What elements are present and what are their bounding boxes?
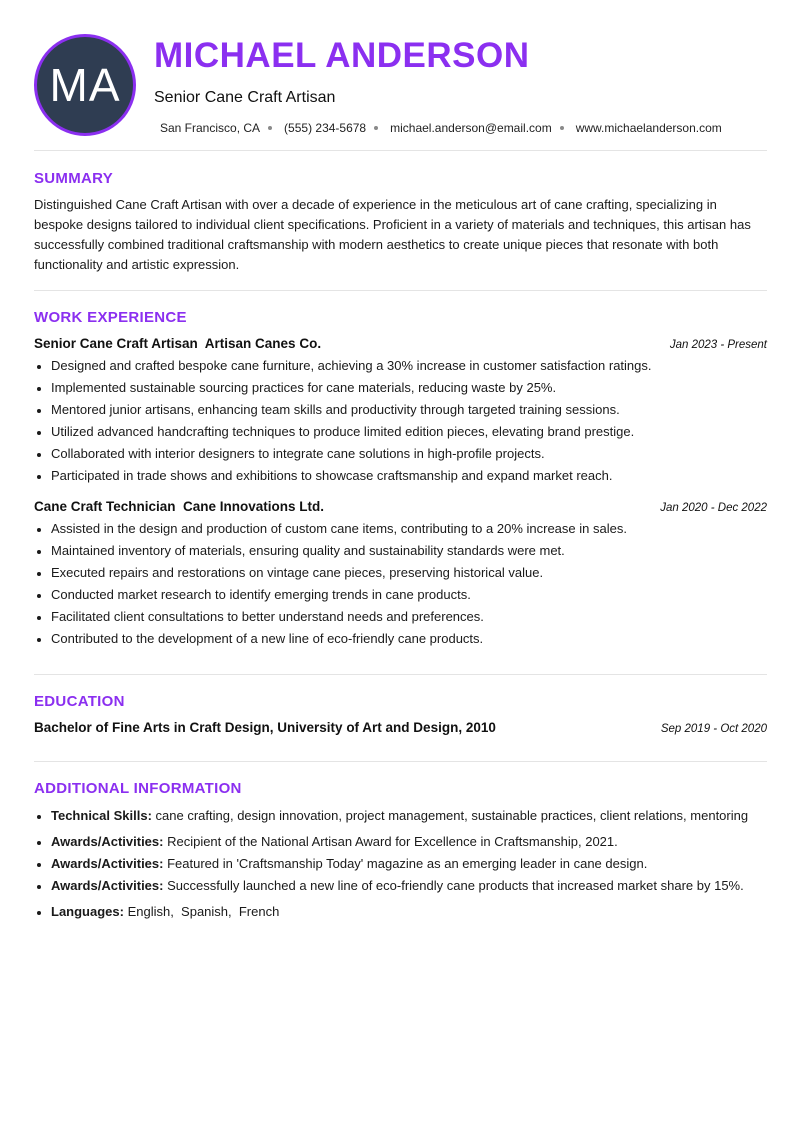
separator-dot-icon bbox=[560, 126, 564, 130]
section-title-education: EDUCATION bbox=[34, 693, 125, 710]
job-header bbox=[34, 499, 767, 514]
list-item: • Conducted market research to identify emerging trends in cane products. bbox=[51, 584, 767, 606]
avatar-initials: MA bbox=[49, 59, 121, 111]
list-item: • Contributed to the development of a new line of eco-friendly cane products. bbox=[51, 628, 767, 650]
job-title: Senior Cane Craft Artisan Artisan Canes Co. bbox=[34, 336, 322, 351]
experience-section bbox=[34, 291, 767, 674]
resume-header bbox=[34, 0, 767, 150]
job-dates: Jan 2020 - Dec 2022 bbox=[660, 502, 767, 514]
list-item bbox=[51, 805, 767, 827]
education-entry bbox=[34, 720, 767, 735]
candidate-name: MICHAEL ANDERSON bbox=[154, 36, 530, 75]
job-bullets bbox=[34, 355, 767, 487]
job-title: Cane Craft Technician Cane Innovations Ltd. bbox=[34, 499, 325, 514]
list-item: • Utilized advanced handcrafting techniques to produce limited edition pieces, elevating brand prestige. bbox=[51, 421, 767, 443]
job-entry bbox=[34, 336, 767, 487]
job-dates: Jan 2023 - Present bbox=[669, 339, 767, 351]
avatar bbox=[34, 34, 136, 136]
list-item: • Maintained inventory of materials, ensuring quality and sustainability standards were met. bbox=[51, 540, 767, 562]
info-text: cane crafting, design innovation, project management, sustainable practices, client relations, mentoring bbox=[151, 808, 749, 823]
list-item: • Implemented sustainable sourcing practices for cane materials, reducing waste by 25%. bbox=[51, 377, 767, 399]
section-title-summary: SUMMARY bbox=[34, 170, 114, 187]
contact-location: San Francisco, CA bbox=[160, 121, 261, 135]
list-item: • Executed repairs and restorations on vintage cane pieces, preserving historical value. bbox=[51, 562, 767, 584]
info-text: Recipient of the National Artisan Award for Excellence in Craftsmanship, 2021. bbox=[163, 834, 618, 849]
list-item bbox=[51, 901, 767, 923]
list-item bbox=[51, 831, 767, 853]
info-label: Technical Skills: bbox=[51, 808, 152, 823]
info-label: Awards/Activities: bbox=[51, 834, 164, 849]
info-text: Featured in 'Craftsmanship Today' magazine as an emerging leader in cane design. bbox=[163, 856, 648, 871]
list-item: • Collaborated with interior designers to integrate cane solutions in high-profile projects. bbox=[51, 443, 767, 465]
list-item: • Participated in trade shows and exhibitions to showcase craftsmanship and expand market reach. bbox=[51, 465, 767, 487]
info-label: Awards/Activities: bbox=[51, 856, 164, 871]
separator-dot-icon bbox=[268, 126, 272, 130]
contact-website[interactable]: www.michaelanderson.com bbox=[575, 121, 722, 135]
contact-email[interactable]: michael.anderson@email.com bbox=[390, 121, 552, 135]
additional-section bbox=[34, 762, 767, 923]
info-text: English, Spanish, French bbox=[123, 904, 280, 919]
education-dates: Sep 2019 - Oct 2020 bbox=[660, 723, 767, 735]
candidate-role: Senior Cane Craft Artisan bbox=[154, 89, 336, 106]
education-degree: Bachelor of Fine Arts in Craft Design, University of Art and Design, 2010 bbox=[34, 720, 496, 735]
contact-line bbox=[160, 121, 722, 135]
separator-dot-icon bbox=[374, 126, 378, 130]
job-entry bbox=[34, 499, 767, 650]
additional-list bbox=[34, 805, 767, 923]
info-label: Awards/Activities: bbox=[51, 878, 164, 893]
list-item bbox=[51, 853, 767, 875]
section-title-additional: ADDITIONAL INFORMATION bbox=[34, 780, 242, 797]
list-item: • Facilitated client consultations to better understand needs and preferences. bbox=[51, 606, 767, 628]
job-bullets bbox=[34, 518, 767, 650]
education-section bbox=[34, 675, 767, 761]
list-item: • Designed and crafted bespoke cane furniture, achieving a 30% increase in customer satisfaction ratings. bbox=[51, 355, 767, 377]
list-item bbox=[51, 875, 767, 897]
summary-section bbox=[34, 151, 767, 290]
info-label: Languages: bbox=[51, 904, 124, 919]
section-title-experience: WORK EXPERIENCE bbox=[34, 309, 187, 326]
job-header bbox=[34, 336, 767, 351]
list-item: • Mentored junior artisans, enhancing team skills and productivity through targeted training sessions. bbox=[51, 399, 767, 421]
list-item: • Assisted in the design and production of custom cane items, contributing to a 20% increase in sales. bbox=[51, 518, 767, 540]
info-text: Successfully launched a new line of eco-friendly cane products that increased market share by 15%. bbox=[163, 878, 744, 893]
summary-text: Distinguished Cane Craft Artisan with over a decade of experience in the meticulous art of cane crafting, specializing in bespoke designs tailored to individual client specifications. Proficient in a variety of materials and techniques, this artisan has successfully combined traditional craftsmanship with modern aesthetics to create unique pieces that resonate with both functionality and artistic expression. bbox=[34, 197, 751, 272]
contact-phone: (555) 234-5678 bbox=[284, 121, 367, 135]
